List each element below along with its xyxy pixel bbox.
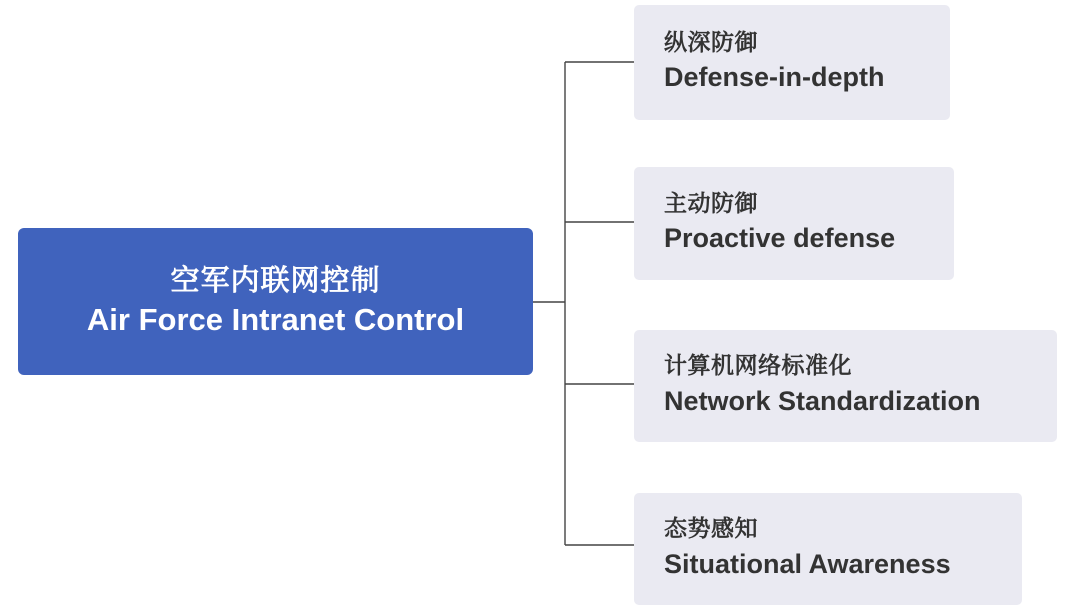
root-label-cn: 空军内联网控制 bbox=[170, 265, 381, 297]
branch-3-label-cn: 计算机网络标准化 bbox=[664, 352, 852, 378]
branch-node-4[interactable] bbox=[634, 493, 1022, 605]
root-label-en: Air Force Intranet Control bbox=[86, 302, 465, 338]
branch-2-label-cn: 主动防御 bbox=[664, 189, 758, 216]
root-node[interactable] bbox=[18, 228, 533, 375]
branch-1-label-en: Defense-in-depth bbox=[664, 62, 885, 93]
branch-4-label-cn: 态势感知 bbox=[664, 515, 758, 541]
branch-4-label-en: Situational Awareness bbox=[664, 548, 951, 579]
branch-node-2[interactable] bbox=[634, 167, 954, 280]
branch-1-label-cn: 纵深防御 bbox=[664, 28, 758, 55]
branch-3-label-en: Network Standardization bbox=[664, 385, 981, 416]
branch-node-1[interactable] bbox=[634, 5, 950, 120]
branch-node-3[interactable] bbox=[634, 330, 1057, 442]
branch-2-label-en: Proactive defense bbox=[664, 223, 896, 254]
